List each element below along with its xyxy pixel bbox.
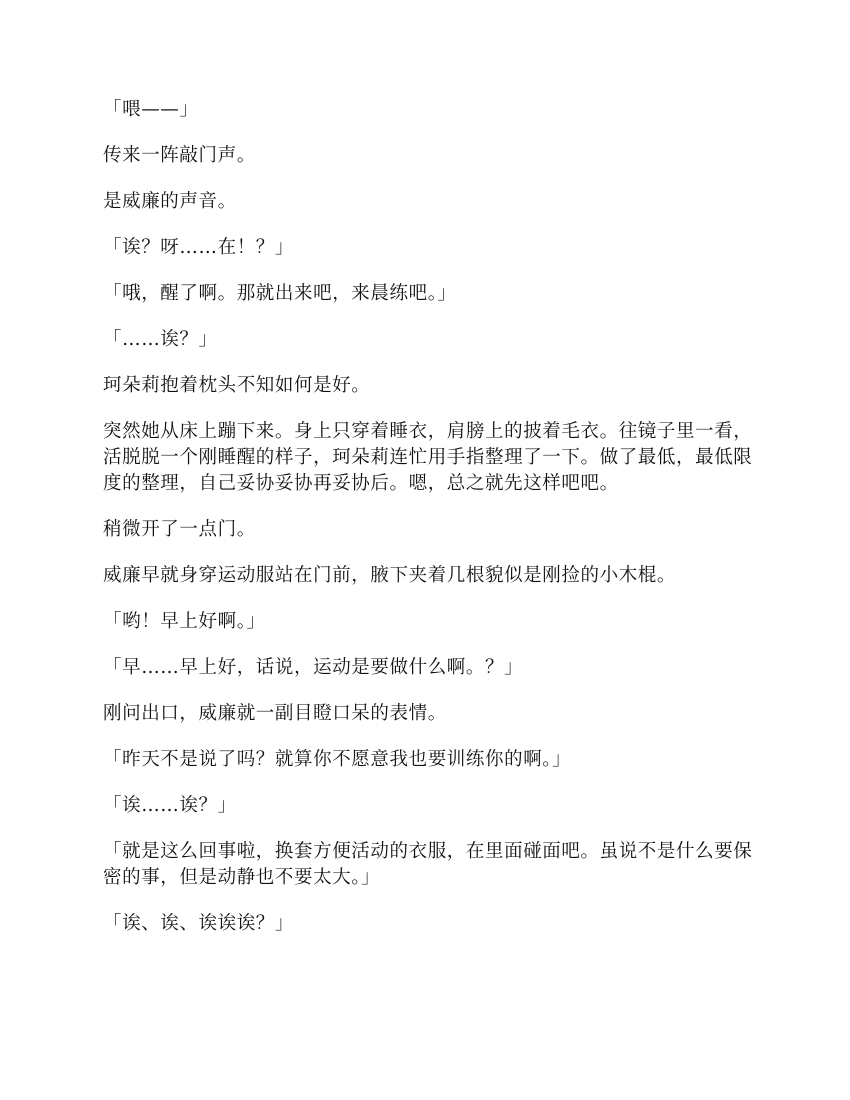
paragraph: 「喂——」	[103, 99, 199, 120]
paragraph: 是威廉的声音。	[103, 191, 237, 212]
paragraph: 「就是这么回事啦，换套方便活动的衣服，在里面碰面吧。虽说不是什么要保密的事，但是动静也不要太大。」	[103, 841, 753, 888]
paragraph: 威廉早就身穿运动服站在门前，腋下夹着几根貌似是刚捡的小木棍。	[103, 565, 677, 586]
paragraph: 刚问出口，威廉就一副目瞪口呆的表情。	[103, 703, 447, 724]
paragraph: 稍微开了一点门。	[103, 519, 256, 540]
paragraph: 「哦，醒了啊。那就出来吧，来晨练吧。」	[103, 283, 457, 304]
paragraph: 传来一阵敲门声。	[103, 145, 256, 166]
paragraph: 「……诶？」	[103, 329, 218, 350]
paragraph: 「哟！早上好啊。」	[103, 611, 266, 632]
paragraph: 「诶？呀……在！？」	[103, 237, 295, 258]
paragraph: 「昨天不是说了吗？就算你不愿意我也要训练你的啊。」	[103, 749, 572, 770]
paragraph: 珂朵莉抱着枕头不知如何是好。	[103, 375, 371, 396]
paragraph: 「诶、诶、诶诶诶？」	[103, 913, 295, 934]
paragraph: 「早……早上好，话说，运动是要做什么啊。？」	[103, 657, 524, 678]
document-page	[103, 97, 763, 957]
paragraph: 突然她从床上蹦下来。身上只穿着睡衣，肩膀上的披着毛衣。往镜子里一看，活脱脱一个刚睡醒的样子，珂朵莉连忙用手指整理了一下。做了最低，最低限度的整理，自己妥协妥协再妥协后。嗯，总之就先这样吧吧。	[103, 421, 753, 494]
paragraph: 「诶……诶？」	[103, 795, 237, 816]
